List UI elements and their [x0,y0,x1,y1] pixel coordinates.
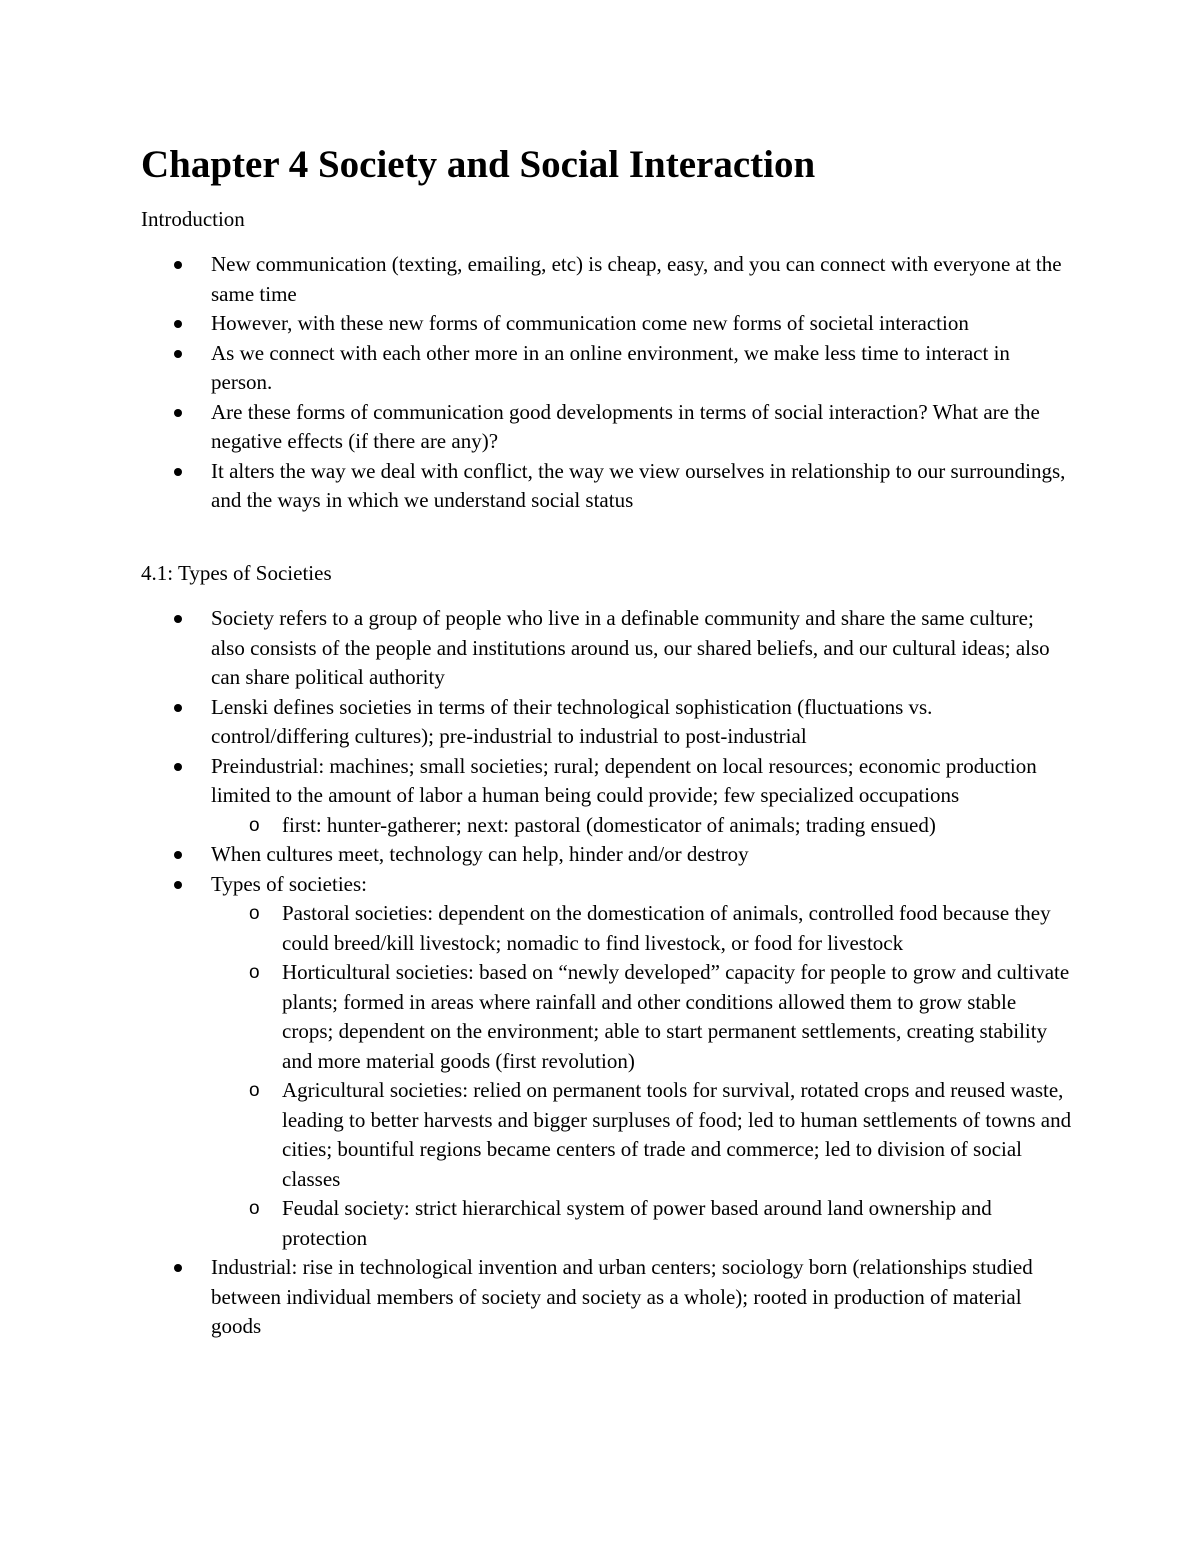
bullet-icon [174,409,182,417]
bullet-text: It alters the way we deal with conflict, the way we view ourselves in relationship to our surroundings, and the ways in which we understand social status [211,458,1066,512]
hollow-bullet-icon: o [249,1198,260,1219]
bullet-text: Society refers to a group of people who live in a definable community and share the same culture; also consists of the people and institutions around us, our shared beliefs, and our cultural ideas; also can share political authority [211,606,1050,689]
preindustrial-sub-list [211,811,1071,841]
sub-list-item [249,811,1072,841]
sub-item-text: first: hunter-gatherer; next: pastoral (domesticator of animals; trading ensued) [282,812,936,837]
hollow-bullet-icon: o [249,903,260,924]
bullet-icon [174,1264,182,1272]
section-heading-introduction: Introduction [141,207,245,231]
list-item [211,457,1071,516]
list-item [211,752,1071,841]
section-heading-types-of-societies: 4.1: Types of Societies [141,561,332,585]
bullet-icon [174,704,182,712]
hollow-bullet-icon: o [249,962,260,983]
list-item [211,250,1071,309]
hollow-bullet-icon: o [249,1080,260,1101]
sub-list-item [249,958,1072,1076]
bullet-icon [174,851,182,859]
bullet-text: Preindustrial: machines; small societies; rural; dependent on local resources; economic production limited to the amount of labor a human being could provide; few specialized occupations [211,753,1037,807]
sub-item-text: Agricultural societies: relied on permanent tools for survival, rotated crops and reused waste, leading to better harvests and bigger surpluses of food; led to human settlements of towns and cities; bountiful regions became centers of trade and commerce; led to division of social classes [282,1078,1072,1191]
bullet-text: Industrial: rise in technological invention and urban centers; sociology born (relationships studied between individual members of society and society as a whole); rooted in production of material goods [211,1255,1033,1338]
bullet-icon [174,881,182,889]
bullet-icon [174,468,182,476]
sub-item-text: Feudal society: strict hierarchical system of power based around land ownership and protection [282,1196,992,1250]
bullet-icon [174,350,182,358]
bullet-text: However, with these new forms of communication come new forms of societal interaction [211,311,969,335]
society-types-sub-list [211,899,1071,1253]
bullet-text: New communication (texting, emailing, etc) is cheap, easy, and you can connect with everyone at the same time [211,252,1062,306]
hollow-bullet-icon: o [249,814,260,836]
bullet-text: Types of societies: [211,871,367,896]
bullet-icon [174,261,182,269]
introduction-bullet-list [0,250,1200,516]
types-of-societies-bullet-list [0,604,1200,1342]
list-item [211,339,1071,398]
sub-list-item [249,899,1072,958]
bullet-icon [174,320,182,328]
list-item [211,693,1071,752]
list-item [211,840,1071,870]
bullet-icon [174,763,182,771]
list-item [211,870,1071,1254]
list-item [211,1253,1071,1342]
bullet-text: As we connect with each other more in an online environment, we make less time to interact in person. [211,340,1010,394]
sub-item-text: Horticultural societies: based on “newly developed” capacity for people to grow and cultivate plants; formed in areas where rainfall and other conditions allowed them to grow stable crops; dependent on the environment; able to start permanent settlements, creating stability and more material goods (first revolution) [282,960,1070,1073]
bullet-text: Lenski defines societies in terms of their technological sophistication (fluctuations vs. control/differing cultures); pre-industrial to industrial to post-industrial [211,694,933,748]
page-title: Chapter 4 Society and Social Interaction [141,143,816,186]
sub-list-item [249,1076,1072,1194]
sub-item-text: Pastoral societies: dependent on the domestication of animals, controlled food because they could breed/kill livestock; nomadic to find livestock, or food for livestock [282,901,1051,955]
sub-list-item [249,1194,1072,1253]
list-item [211,604,1071,693]
list-item [211,309,1071,339]
bullet-text: When cultures meet, technology can help, hinder and/or destroy [211,842,749,866]
bullet-icon [174,615,182,623]
bullet-text: Are these forms of communication good developments in terms of social interaction? What are the negative effects (if there are any)? [211,399,1040,453]
list-item [211,398,1071,457]
